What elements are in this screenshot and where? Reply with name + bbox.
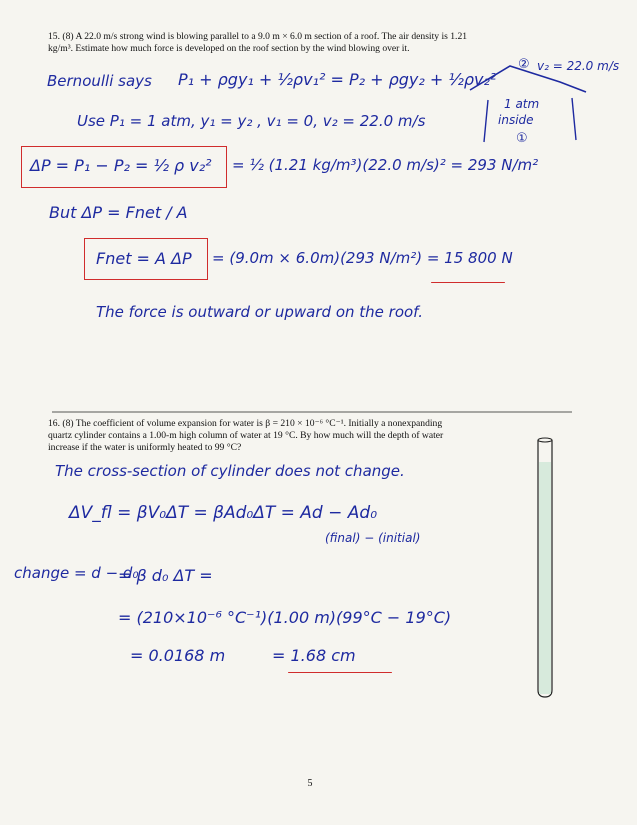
point-2-marker: ② [518,57,530,72]
problem-16-line3: increase if the water is uniformly heated to 99 °C? [48,442,242,453]
cross-section-statement: The cross-section of cylinder does not change. [55,462,405,480]
wall-right [572,98,576,140]
given-conditions: Use P₁ = 1 atm, y₁ = y₂ , v₁ = 0, v₂ = 22.0 m/s [77,112,426,130]
problem-16-line1: 16. (8) The coefficient of volume expansion for water is β = 210 × 10⁻⁶ °C⁻¹. Initially a nonexpanding [48,418,443,429]
volume-expansion-equation: ΔV_fl = βV₀ΔT = βAd₀ΔT = Ad − Ad₀ [69,503,378,523]
point-1-marker: ① [516,131,528,146]
problem-15-line1: 15. (8) A 22.0 m/s strong wind is blowing parallel to a 9.0 m × 6.0 m section of a roof. The air density is 1.21 [48,31,468,42]
wall-left [484,100,488,142]
depth-change-formula: = β d₀ ΔT = [118,566,213,585]
bernoulli-equation: P₁ + ρgy₁ + ½ρv₁² = P₂ + ρgy₂ + ½ρv₂² [178,70,497,89]
problem-16-line2: quartz cylinder contains a 1.00-m high column of water at 19 °C. By how much will the depth of water [48,430,444,441]
delta-p-value: = ½ (1.21 kg/m³)(22.0 m/s)² = 293 N/m² [232,156,539,174]
substitution-line: = (210×10⁻⁶ °C⁻¹)(1.00 m)(99°C − 19°C) [118,608,452,627]
pressure-force-relation: But ΔP = Fnet / A [49,203,188,222]
cylinder-rim [538,438,552,442]
answer-16-underline [288,672,392,673]
bernoulli-label: Bernoulli says [47,72,152,90]
fnet-formula: Fnet = A ΔP [96,249,192,268]
water-column [539,462,551,694]
page-number: 5 [307,778,313,789]
final-initial-note: (final) − (initial) [325,531,421,545]
answer-centimeters: = 1.68 cm [272,646,356,665]
problem-15-line2: kg/m³. Estimate how much force is developed on the roof section by the wind blowing over it. [48,43,410,54]
delta-p-formula: ΔP = P₁ − P₂ = ½ ρ v₂² [30,156,212,175]
inside-pressure-label: 1 atm [504,97,540,111]
force-direction-statement: The force is outward or upward on the roof. [96,303,423,321]
answer-meters: = 0.0168 m [130,646,226,665]
depth-change-label: change = d − d₀ [14,564,139,582]
v2-label: v₂ = 22.0 m/s [537,59,620,73]
problem-16-statement [48,418,518,454]
inside-label: inside [498,113,534,127]
fnet-value: = (9.0m × 6.0m)(293 N/m²) = 15 800 N [212,249,513,267]
